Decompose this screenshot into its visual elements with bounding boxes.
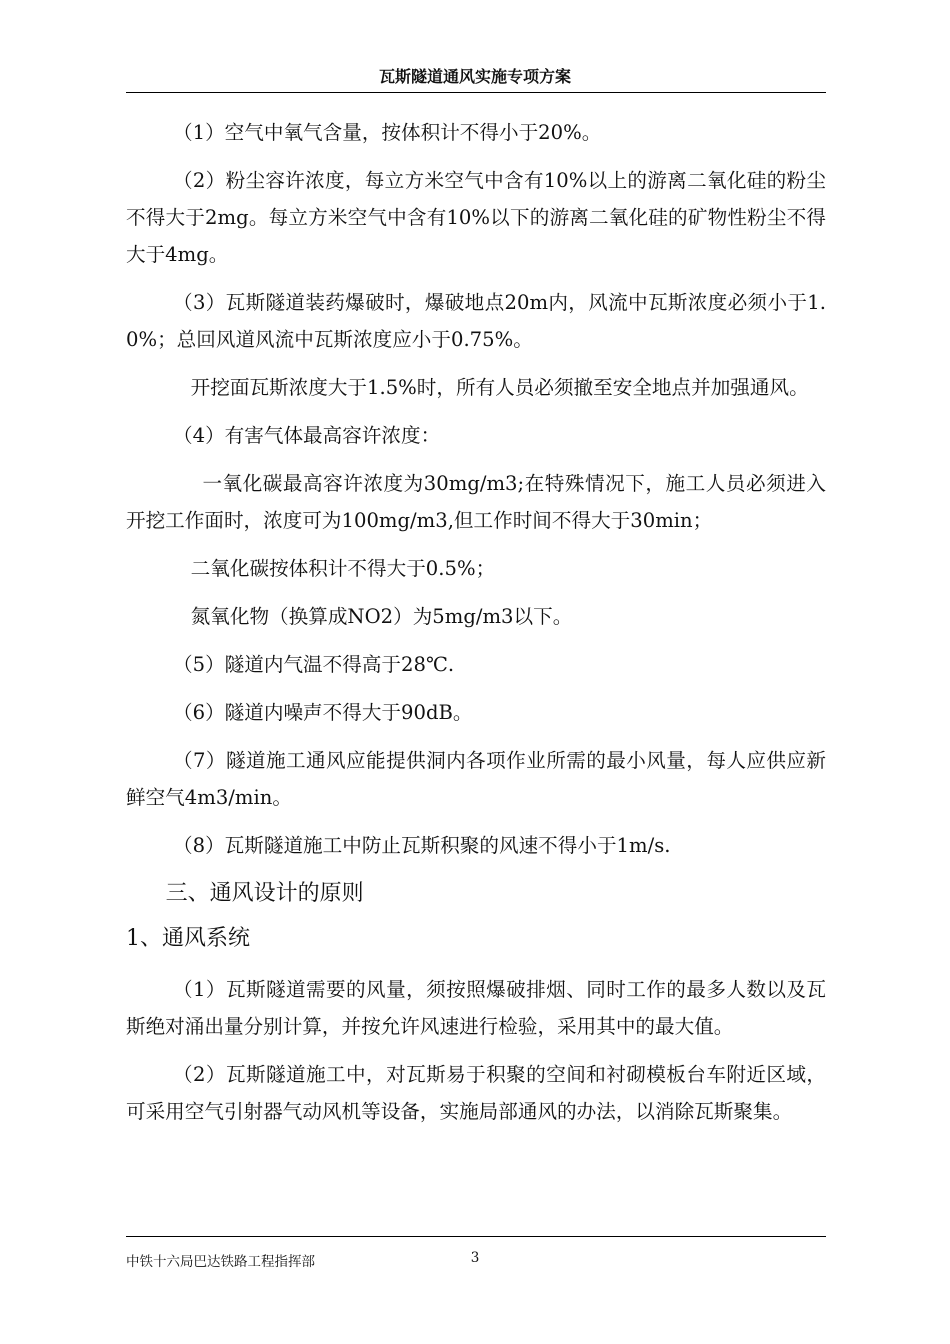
paragraph: 开挖面瓦斯浓度大于1.5%时，所有人员必须撤至安全地点并加强通风。 bbox=[190, 376, 809, 399]
paragraph: （6）隧道内噪声不得大于90dB。 bbox=[173, 701, 473, 724]
subsection-heading: 1、通风系统 bbox=[126, 926, 250, 951]
paragraph: （2）瓦斯隧道施工中，对瓦斯易于积聚的空间和衬砌模板台车附近区域，可采用空气引射器气动风机等设备，实施局部通风的办法，以消除瓦斯聚集。 bbox=[126, 1063, 826, 1123]
paragraph: （1）瓦斯隧道需要的风量，须按照爆破排烟、同时工作的最多人数以及瓦斯绝对涌出量分别计算，并按允许风速进行检验，采用其中的最大值。 bbox=[126, 978, 826, 1038]
paragraph: （2）粉尘容许浓度，每立方米空气中含有10%以上的游离二氧化硅的粉尘不得大于2mg。每立方米空气中含有10%以下的游离二氧化硅的矿物性粉尘不得大于4mg。 bbox=[126, 169, 826, 266]
paragraph: （8）瓦斯隧道施工中防止瓦斯积聚的风速不得小于1m/s. bbox=[173, 834, 671, 857]
page-header-title: 瓦斯隧道通风实施专项方案 bbox=[378, 67, 571, 86]
paragraph: （4）有害气体最高容许浓度： bbox=[173, 424, 441, 447]
footer-divider bbox=[126, 1236, 826, 1237]
paragraph: 二氧化碳按体积计不得大于0.5%； bbox=[190, 557, 496, 580]
paragraph: （5）隧道内气温不得高于28℃. bbox=[173, 653, 455, 676]
paragraph: （7）隧道施工通风应能提供洞内各项作业所需的最小风量，每人应供应新鲜空气4m3/min。 bbox=[126, 749, 826, 809]
header-divider bbox=[126, 92, 826, 93]
page-number: 3 bbox=[470, 1250, 480, 1266]
paragraph: （3）瓦斯隧道装药爆破时，爆破地点20m内，风流中瓦斯浓度必须小于1.0%；总回风道风流中瓦斯浓度应小于0.75%。 bbox=[126, 291, 826, 351]
paragraph: 一氧化碳最高容许浓度为30mg/m3;在特殊情况下，施工人员必须进入开挖工作面时，浓度可为100mg/m3,但工作时间不得大于30min； bbox=[126, 472, 826, 532]
footer-organization: 中铁十六局巴达铁路工程指挥部 bbox=[126, 1254, 315, 1270]
section-heading: 三、通风设计的原则 bbox=[165, 881, 364, 906]
paragraph: （1）空气中氧气含量，按体积计不得小于20%。 bbox=[173, 121, 602, 144]
document-body bbox=[126, 114, 826, 1141]
paragraph: 氮氧化物（换算成NO2）为5mg/m3以下。 bbox=[190, 605, 573, 628]
